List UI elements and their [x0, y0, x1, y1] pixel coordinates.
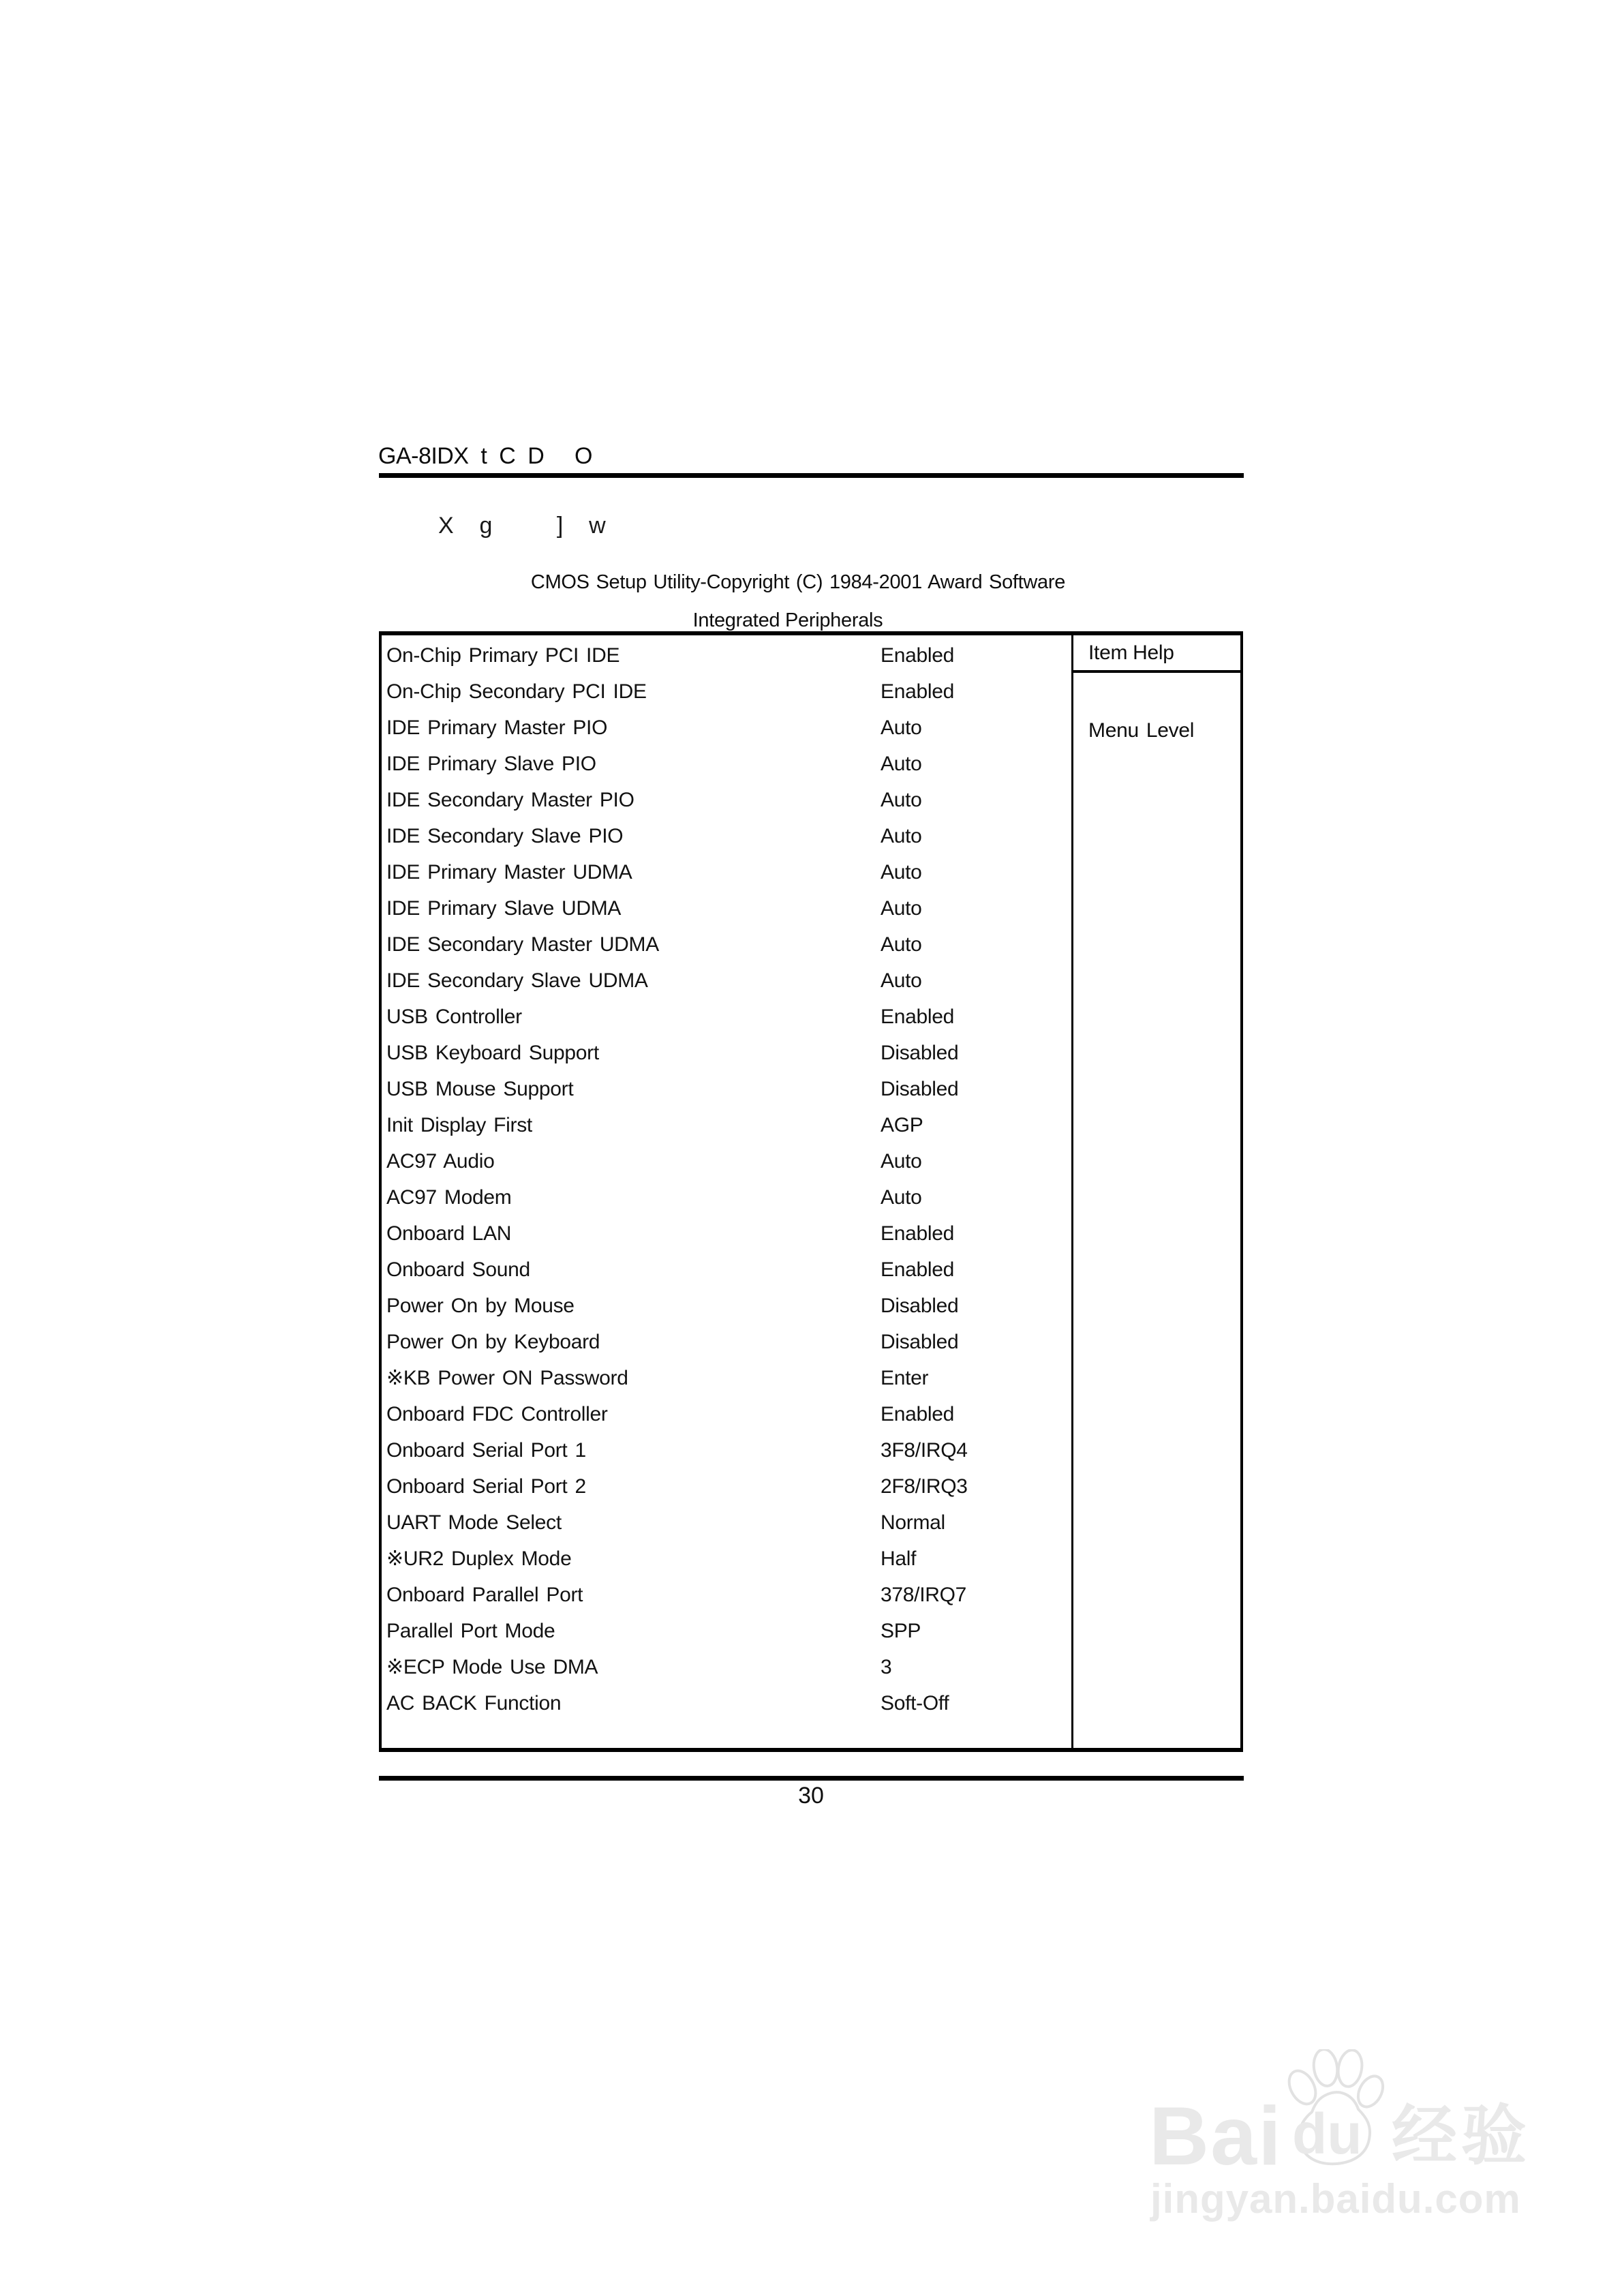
option-label: On-Chip Primary PCI IDE: [386, 644, 620, 667]
table-row: [382, 1288, 1071, 1324]
option-label: Power On by Keyboard: [386, 1330, 600, 1353]
table-row: [382, 674, 1071, 710]
option-label: Onboard LAN: [386, 1222, 512, 1245]
option-value: Half: [881, 1547, 917, 1570]
option-value: Auto: [881, 896, 922, 920]
option-value: 378/IRQ7: [881, 1583, 967, 1606]
table-row: [382, 1396, 1071, 1432]
option-label: On-Chip Secondary PCI IDE: [386, 680, 647, 703]
option-label: USB Mouse Support: [386, 1077, 574, 1100]
option-label: IDE Primary Slave UDMA: [386, 896, 622, 920]
option-value: Auto: [881, 752, 922, 775]
option-label: IDE Secondary Master UDMA: [386, 933, 659, 956]
table-row: [382, 710, 1071, 746]
option-value: Disabled: [881, 1041, 959, 1064]
baidu-watermark-url: jingyan.baidu.com: [1150, 2176, 1521, 2222]
option-value: 2F8/IRQ3: [881, 1475, 968, 1498]
table-row: [382, 1324, 1071, 1360]
table-row: [382, 890, 1071, 926]
bios-option-list: [382, 637, 1071, 1721]
table-row: [382, 1360, 1071, 1396]
table-row: [382, 1071, 1071, 1107]
table-column-divider: [1071, 635, 1073, 1748]
option-value: Auto: [881, 788, 922, 811]
option-value: Enabled: [881, 1005, 954, 1028]
table-row: [382, 1468, 1071, 1505]
table-row: [382, 1252, 1071, 1288]
option-value: Disabled: [881, 1077, 959, 1100]
option-label: IDE Secondary Slave UDMA: [386, 969, 648, 992]
page-number: 30: [798, 1783, 824, 1809]
stray-scan-marks: X g ] w: [438, 513, 606, 539]
option-label: IDE Primary Master UDMA: [386, 860, 632, 883]
option-value: AGP: [881, 1113, 923, 1136]
option-label: ※KB Power ON Password: [386, 1366, 628, 1389]
table-row: [382, 782, 1071, 818]
option-label: Onboard Serial Port 1: [386, 1438, 586, 1462]
option-label: IDE Secondary Master PIO: [386, 788, 634, 811]
table-row: [382, 1432, 1071, 1468]
option-value: Auto: [881, 933, 922, 956]
table-row: [382, 926, 1071, 963]
table-row: [382, 818, 1071, 854]
table-row: [382, 1649, 1071, 1685]
option-label: Init Display First: [386, 1113, 532, 1136]
option-label: Onboard Parallel Port: [386, 1583, 583, 1606]
option-value: Auto: [881, 1149, 922, 1173]
bios-screen-title: CMOS Setup Utility-Copyright (C) 1984-2001 Award Software: [530, 571, 1066, 593]
option-value: Enabled: [881, 1402, 954, 1425]
option-label: UART Mode Select: [386, 1511, 562, 1534]
option-label: AC97 Audio: [386, 1149, 495, 1173]
option-value: Auto: [881, 716, 922, 739]
table-row: [382, 999, 1071, 1035]
table-row: [382, 1613, 1071, 1649]
option-value: Normal: [881, 1511, 945, 1534]
option-value: Enabled: [881, 1258, 954, 1281]
table-row: [382, 1505, 1071, 1541]
table-row: [382, 1143, 1071, 1179]
option-value: Enabled: [881, 644, 954, 667]
option-label: Onboard Serial Port 2: [386, 1475, 586, 1498]
option-label: ※UR2 Duplex Mode: [386, 1547, 572, 1570]
table-row: [382, 1179, 1071, 1215]
table-row: [382, 637, 1071, 674]
option-value: Disabled: [881, 1294, 959, 1317]
option-label: IDE Primary Master PIO: [386, 716, 608, 739]
menu-level-label: Menu Level: [1088, 719, 1195, 742]
baidu-logo-bai-text: Bai: [1149, 2089, 1283, 2182]
option-label: USB Controller: [386, 1005, 522, 1028]
option-label: AC BACK Function: [386, 1691, 562, 1715]
table-row: [382, 963, 1071, 999]
option-label: IDE Primary Slave PIO: [386, 752, 596, 775]
option-value: Enabled: [881, 680, 954, 703]
baidu-logo-cn-text: 经验: [1392, 2100, 1531, 2173]
option-value: 3: [881, 1655, 892, 1678]
option-value: Enter: [881, 1366, 929, 1389]
table-row: [382, 1215, 1071, 1252]
table-row: [382, 1577, 1071, 1613]
table-row: [382, 1685, 1071, 1721]
option-label: IDE Secondary Slave PIO: [386, 824, 624, 847]
option-label: ※ECP Mode Use DMA: [386, 1655, 598, 1678]
header-rule: [379, 473, 1244, 478]
option-value: Disabled: [881, 1330, 959, 1353]
table-row: [382, 746, 1071, 782]
option-label: Onboard FDC Controller: [386, 1402, 608, 1425]
table-row: [382, 1035, 1071, 1071]
baidu-logo-du-text: du: [1292, 2102, 1362, 2166]
doc-header-title: GA-8IDX t C D O: [378, 443, 592, 469]
table-row: [382, 854, 1071, 890]
option-value: Auto: [881, 824, 922, 847]
option-label: AC97 Modem: [386, 1185, 512, 1209]
footer-rule: [379, 1776, 1244, 1781]
bios-options-table: [379, 631, 1243, 1752]
option-label: Parallel Port Mode: [386, 1619, 555, 1642]
option-value: 3F8/IRQ4: [881, 1438, 968, 1462]
table-row: [382, 1541, 1071, 1577]
option-value: Enabled: [881, 1222, 954, 1245]
item-help-header: Item Help: [1073, 635, 1240, 673]
option-value: Auto: [881, 1185, 922, 1209]
option-value: SPP: [881, 1619, 921, 1642]
option-value: Auto: [881, 860, 922, 883]
option-value: Soft-Off: [881, 1691, 949, 1715]
option-label: Onboard Sound: [386, 1258, 530, 1281]
bios-screen-subtitle: Integrated Peripherals: [692, 609, 883, 631]
table-row: [382, 1107, 1071, 1143]
option-label: Power On by Mouse: [386, 1294, 575, 1317]
option-label: USB Keyboard Support: [386, 1041, 599, 1064]
option-value: Auto: [881, 969, 922, 992]
